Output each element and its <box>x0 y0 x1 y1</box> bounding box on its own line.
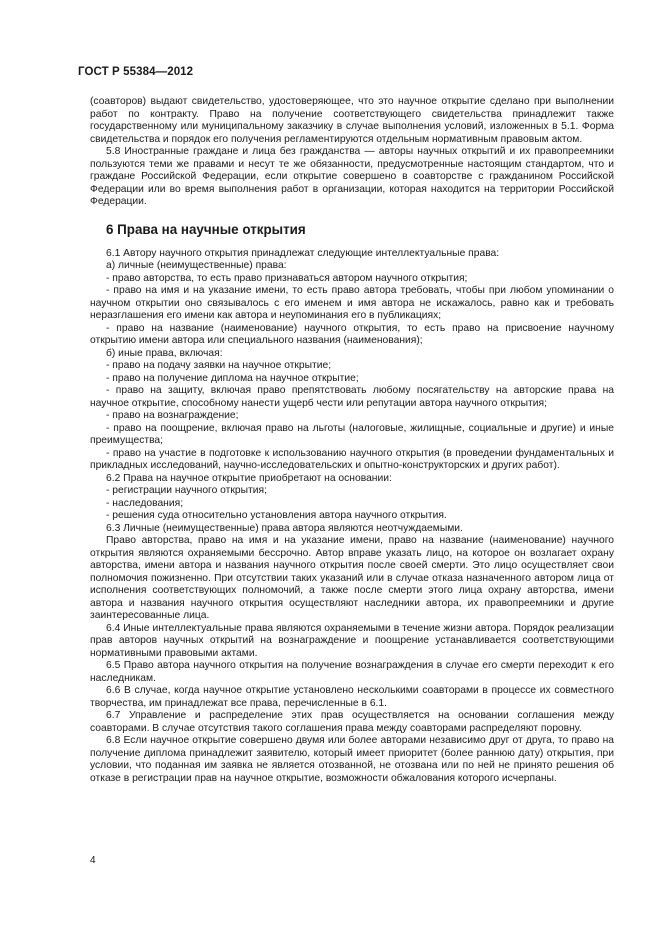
list-item: - право на участие в подготовке к использованию научного открытия (в проведении фундаментальных и прикладных исследований, научно-исследовательских и опытно-конструкторских и других работ). <box>90 447 614 471</box>
section-title: 6 Права на научные открытия <box>106 221 306 237</box>
list-item: - право на защиту, включая право препятствовать любому посягательству на авторские права на научное открытие, способному нанести ущерб чести или репутации автора научного открытия; <box>90 385 614 409</box>
paragraph-6-2: 6.2 Права на научное открытие приобретают на основании: <box>106 472 392 484</box>
list-item: - решения суда относительно установления автора научного открытия. <box>106 510 447 521</box>
paragraph-6-1: 6.1 Автору научного открытия принадлежат следующие интеллектуальные права: <box>106 247 500 259</box>
paragraph: Право авторства, право на имя и на указание имени, право на название (наименование) научного открытия являются охраняемыми бессрочно. Автор вправе указать лицо, на которое он возлагает охрану авторства, имени автора и названия научного открытия после своей смерти. Это лицо осуществляет свои полномочия пожизненно. При отсутствии таких указаний или в случае отказа назначенного автором лица от исполнения соответствующих полномочий, а также после смерти этого лица охрану авторства, имени автора и названия научного открытия осуществляют наследники автора, их правопреемники и другие заинтересованные лица. <box>90 535 614 621</box>
list-item: - право на подачу заявки на научное открытие; <box>106 360 332 371</box>
list-item-personal-rights: а) личные (неимущественные) права: <box>106 260 287 271</box>
page-number: 4 <box>90 855 96 866</box>
list-item: - право на название (наименование) научного открытия, то есть право на присвоение научному открытию имени автора или специального названия (наименования); <box>90 322 614 346</box>
paragraph-6-6: 6.6 В случае, когда научное открытие установлено несколькими соавторами в процессе их совместного творчества, им принадлежат все права, перечисленные в 6.1. <box>90 685 614 709</box>
paragraph-6-4: 6.4 Иные интеллектуальные права являются охраняемыми в течение жизни автора. Порядок реализации прав авторов научных открытий на вознаграждение и поощрение устанавливается соответствующими нормативными правовыми актами. <box>90 622 614 659</box>
paragraph-6-3: 6.3 Личные (неимущественные) права автора являются неотчуждаемыми. <box>106 522 463 534</box>
document-number: ГОСТ Р 55384—2012 <box>78 66 194 78</box>
paragraph-continuation: (соавторов) выдают свидетельство, удостоверяющее, что это научное открытие сделано при выполнении работ по контракту. Право на получение соответствующего свидетельства принадлежит также государственному или муниципальному заказчику в случае выполнения условий, изложенных в 5.1. Форма свидетельства и порядок его получения регламентируются отдельным нормативным правовым актом. <box>90 96 614 145</box>
list-item: - право на вознаграждение; <box>106 410 239 421</box>
paragraph-5-8: 5.8 Иностранные граждане и лица без гражданства — авторы научных открытий и их правопреемники пользуются теми же правами и несут те же обязанности, предусмотренные настоящим стандартом, что и граждане Российской Федерации, если открытие совершено в соавторстве с гражданином Российской Федерации или во время выполнения работ в организации, которая находится на территории Российской Федерации. <box>90 146 614 207</box>
list-item: - наследования; <box>106 497 184 509</box>
list-item-other-rights: б) иные права, включая: <box>106 347 223 359</box>
paragraph-6-7: 6.7 Управление и распределение этих прав осуществляется на основании соглашения между соавторами. В случае отсутствия такого соглашения права между соавторами распределяют поровну. <box>90 710 614 734</box>
list-item: - право авторства, то есть право признаваться автором научного открытия; <box>106 272 468 284</box>
paragraph-6-5: 6.5 Право автора научного открытия на получение вознаграждения в случае его смерти переходит к его наследникам. <box>90 660 614 684</box>
page-body <box>90 96 614 785</box>
list-item: - регистрации научного открытия; <box>106 485 267 496</box>
list-item: - право на имя и на указание имени, то есть право автора требовать, чтобы при любом упоминании о научном открытии оно связывалось с его именем и имя автора не искажалось, равно как и требовать неразглашения его имени как автора и неупоминания его в публикациях; <box>90 285 614 321</box>
paragraph-6-8: 6.8 Если научное открытие совершено двумя или более авторами независимо друг от друга, то право на получение диплома принадлежит заявителю, который имеет приоритет (более раннюю дату) открытия, при условии, что поданная им заявка не является отозванной, не отозвана или по ней не принято решения об отказе в регистрации прав на научное открытие, возможности обжалования которого исчерпаны. <box>90 735 614 784</box>
list-item: - право на поощрение, включая право на льготы (налоговые, жилищные, социальные и другие) и иные преимущества; <box>90 422 614 446</box>
list-item: - право на получение диплома на научное открытие; <box>106 372 359 384</box>
